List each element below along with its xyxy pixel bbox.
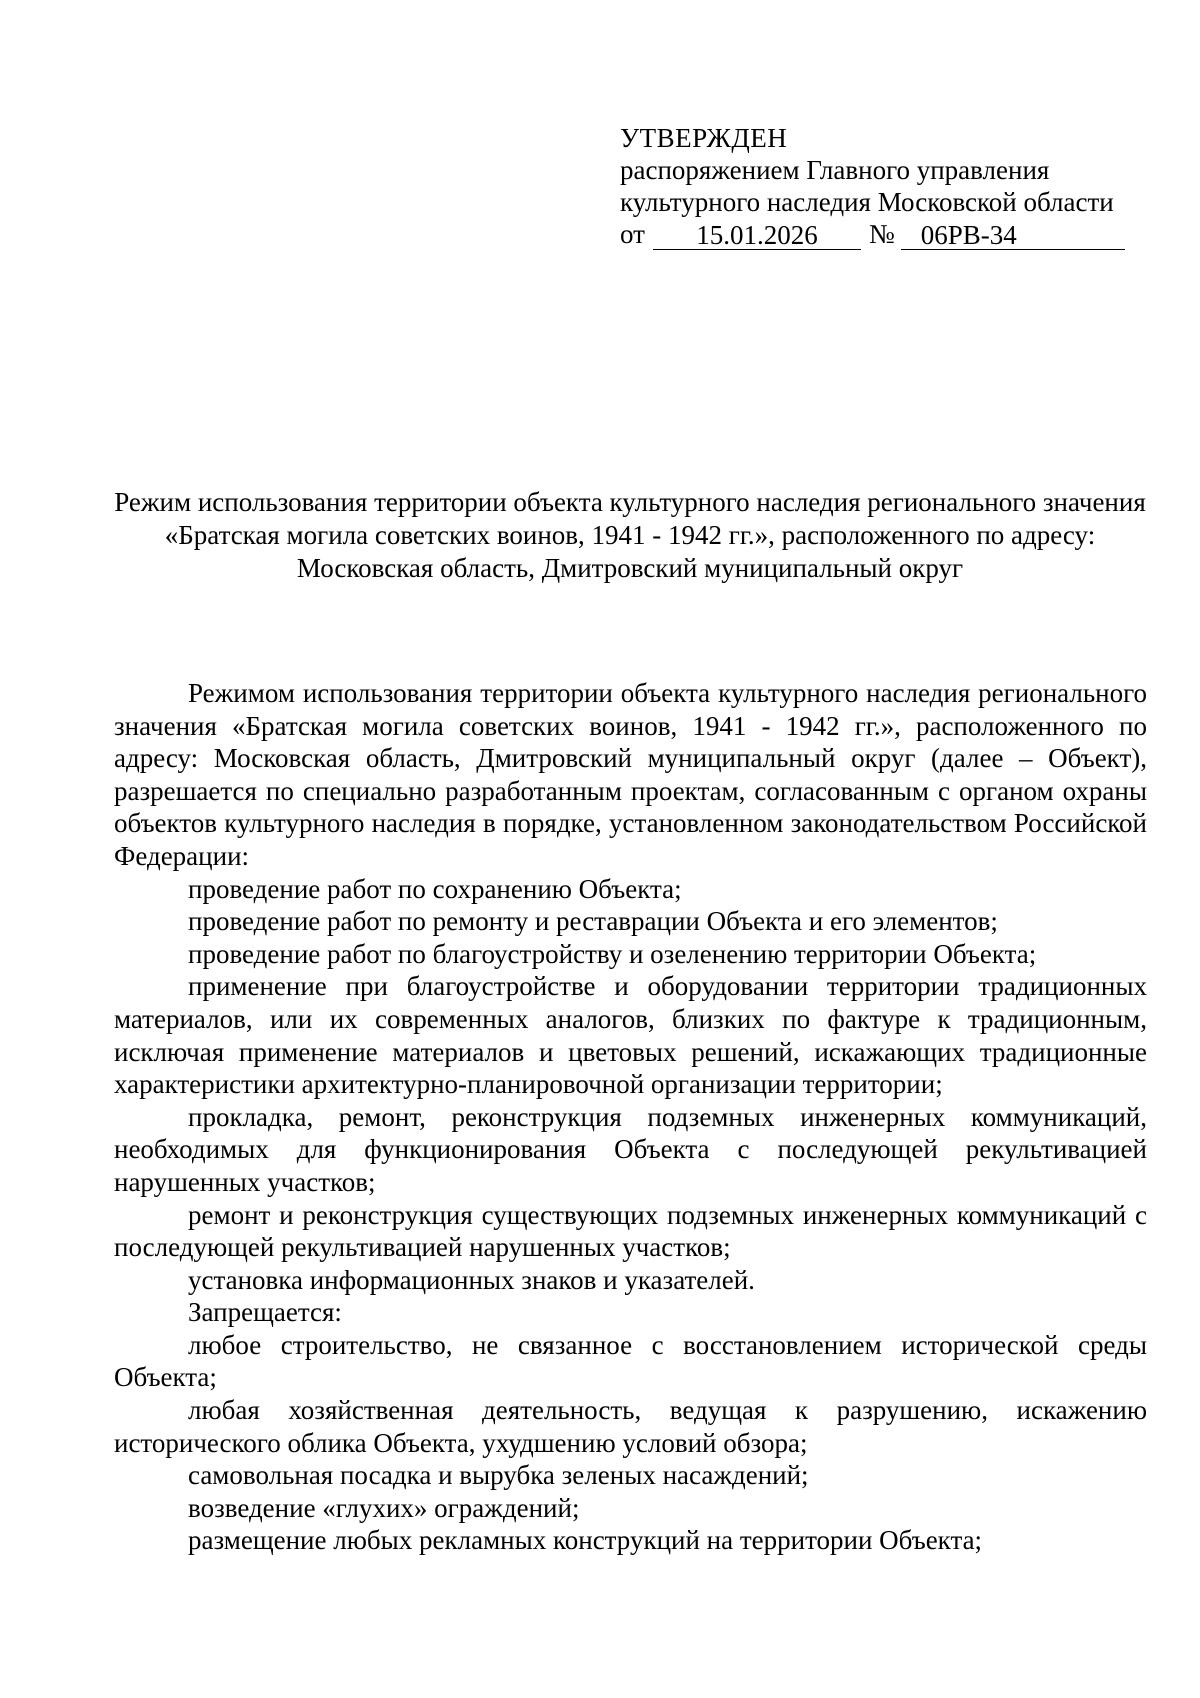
date-prefix: от (620, 219, 645, 249)
approval-date-number-line (620, 218, 1180, 250)
paragraph-intro: Режимом использования территории объекта культурного наследия регионального значения «Братская могила советских воинов, 1941 - 1942 гг.», расположенного по адресу: Московская область, Дмитровский муниципальный округ (далее – Объект), разрешается по специально разработанным проектам, согласованным с органом охраны объектов культурного наследия в порядке, установленном законодательством Российской Федерации: (114, 678, 1147, 871)
document-body (114, 677, 1147, 1557)
prohibited-heading: Запрещается: (188, 1297, 342, 1328)
list-item: ремонт и реконструкция существующих подземных инженерных коммуникаций с последующей рекультивацией нарушенных участков; (114, 1199, 1147, 1263)
list-item: прокладка, ремонт, реконструкция подземных инженерных коммуникаций, необходимых для функционирования Объекта с последующей рекультивацией нарушенных участков; (114, 1101, 1147, 1197)
list-item: установка информационных знаков и указателей. (188, 1264, 755, 1295)
list-item: проведение работ по ремонту и реставрации Объекта и его элементов; (188, 906, 998, 937)
approval-number: 06РВ-34 (901, 222, 1125, 250)
list-item: проведение работ по благоустройству и озеленению территории Объекта; (188, 938, 1037, 969)
list-item: любая хозяйственная деятельность, ведущая к разрушению, искажению исторического облика Объекта, ухудшению условий обзора; (114, 1395, 1147, 1458)
list-item: возведение «глухих» ограждений; (188, 1492, 580, 1523)
approval-date: 15.01.2026 (653, 222, 861, 250)
list-item: размещение любых рекламных конструкций на территории Объекта; (188, 1525, 983, 1556)
list-item: любое строительство, не связанное с восстановлением исторической среды Объекта; (114, 1329, 1147, 1393)
approval-heading: УТВЕРЖДЕН (620, 123, 788, 153)
approval-stamp (620, 122, 1180, 250)
document-title: Режим использования территории объекта культурного наследия регионального значения «Братская могила советских воинов, 1941 - 1942 гг.», расположенного по адресу: Московская область, Дмитровский муниципальный округ (114, 487, 1146, 583)
approval-line-2: культурного наследия Московской области (620, 187, 1114, 217)
list-item: применение при благоустройстве и оборудовании территории традиционных материалов, или их современных аналогов, близких по фактуре к традиционным, исключая применение материалов и цветовых решений, искажающих традиционные характеристики архитектурно-планировочной организации территории; (114, 971, 1147, 1100)
list-item: самовольная посадка и вырубка зеленых насаждений; (188, 1460, 809, 1491)
approval-line-1: распоряжением Главного управления (620, 155, 1050, 185)
number-prefix: № (868, 219, 895, 249)
list-item: проведение работ по сохранению Объекта; (188, 873, 682, 904)
